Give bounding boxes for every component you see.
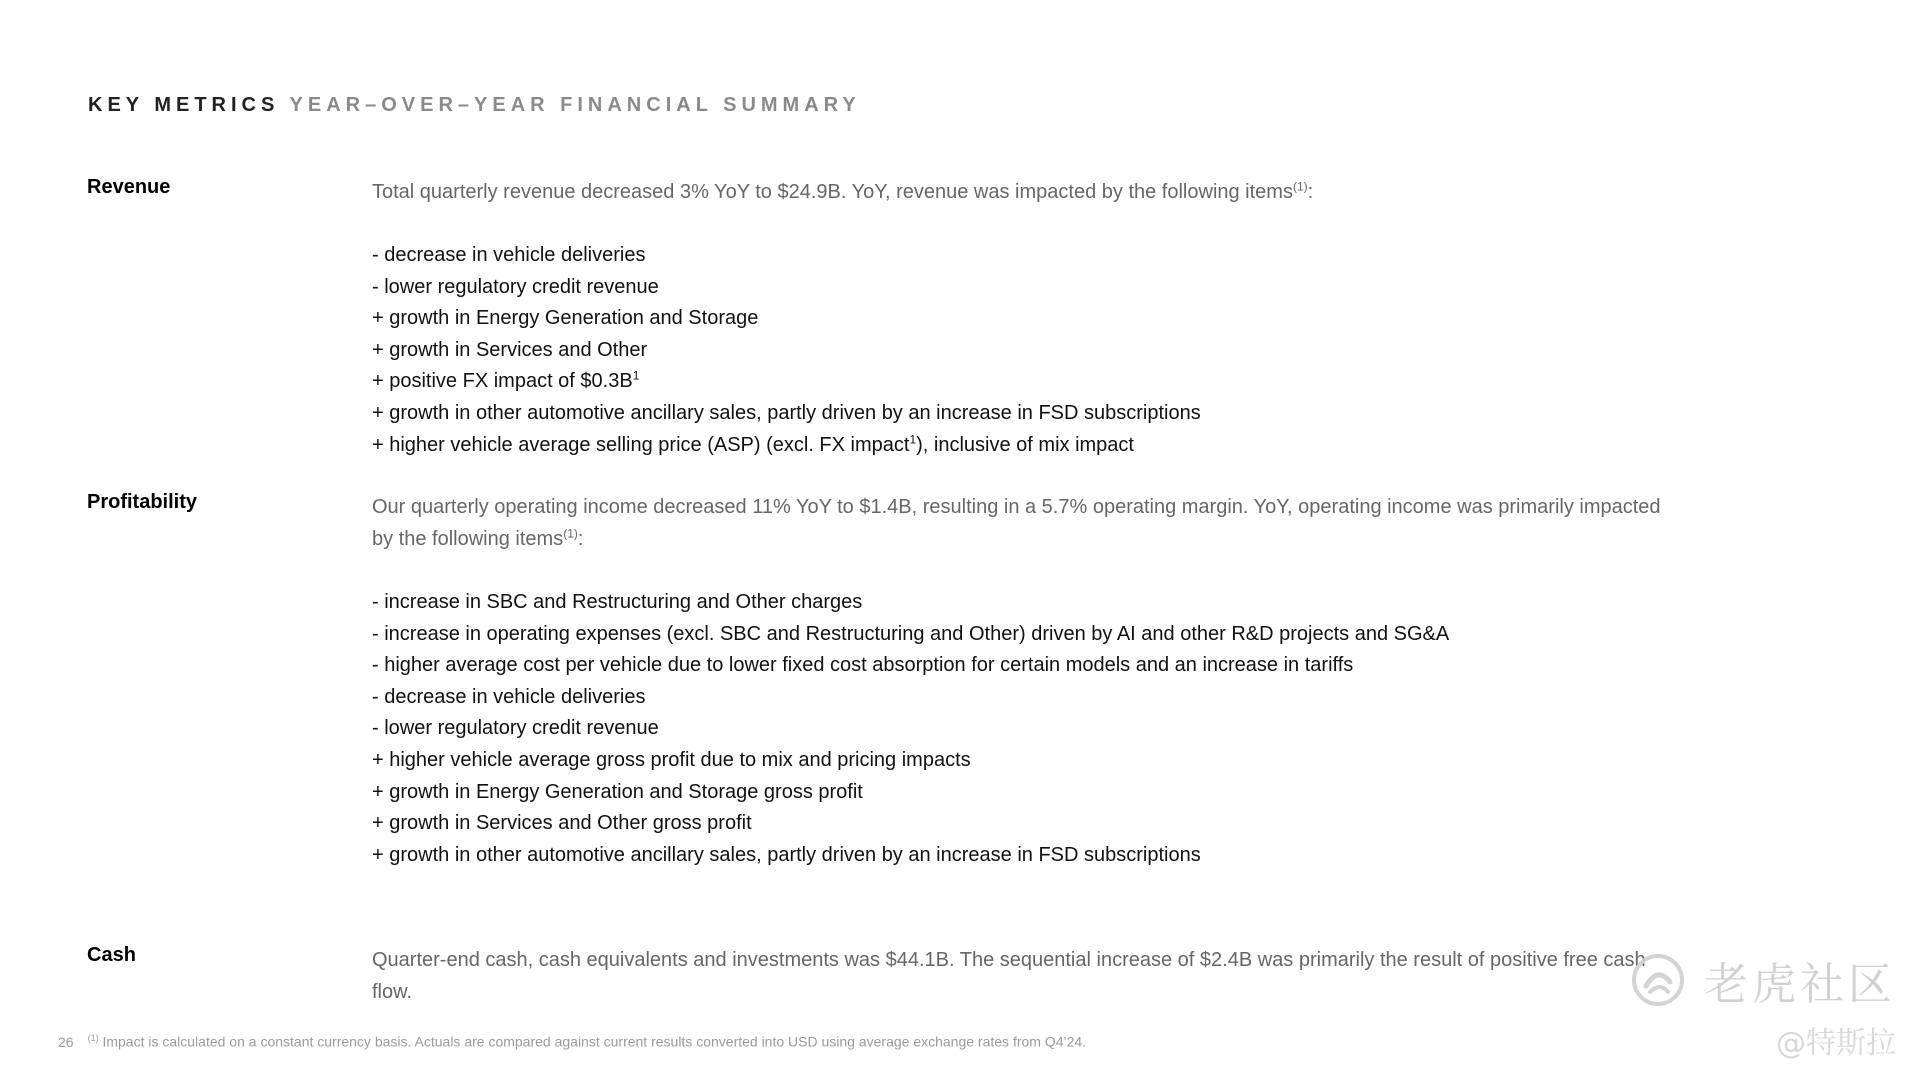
profitability-label: Profitability — [87, 491, 198, 513]
list-item: + higher vehicle average gross profit due to mix and pricing impacts — [372, 748, 971, 771]
watermark-handle: @特斯拉 — [1776, 1026, 1896, 1061]
footer — [58, 1033, 1086, 1050]
cash-label: Cash — [87, 944, 136, 966]
list-item: + growth in Energy Generation and Storage — [372, 307, 759, 330]
list-item: + growth in other automotive ancillary sales, partly driven by an increase in FSD subscriptions — [372, 843, 1201, 866]
list-item: + growth in other automotive ancillary sales, partly driven by an increase in FSD subscriptions — [372, 401, 1201, 424]
list-item: - increase in SBC and Restructuring and Other charges — [372, 591, 863, 613]
revenue-intro: Total quarterly revenue decreased 3% YoY to $24.9B. YoY, revenue was impacted by the following items$^{(1)}$: — [372, 179, 1314, 203]
cash-content — [372, 944, 1682, 1008]
profitability-items — [372, 587, 1682, 871]
footnote-marker: 1 — [632, 368, 640, 383]
list-item: + growth in Services and Other gross profit — [372, 812, 752, 835]
watermark — [1630, 948, 1896, 1062]
list-item: - higher average cost per vehicle due to lower fixed cost absorption for certain models and an increase in tariffs — [372, 654, 1354, 677]
footnote-marker: (1) — [87, 1033, 99, 1043]
title-bold: KEY METRICS — [88, 94, 280, 116]
list-item: + positive FX impact of $\$0.3B^1$ — [372, 368, 640, 393]
page-number: 26 — [58, 1033, 74, 1050]
revenue-label: Revenue — [87, 176, 171, 198]
title-rest: YEAR–OVER–YEAR FINANCIAL SUMMARY — [289, 94, 861, 116]
tiger-logo-icon — [1630, 952, 1686, 1008]
list-item: - decrease in vehicle deliveries — [372, 244, 646, 266]
watermark-brand: 老虎社区 — [1704, 959, 1896, 1010]
revenue-content — [372, 176, 1682, 461]
page-title — [88, 94, 861, 117]
list-item: + growth in Services and Other — [372, 338, 648, 361]
revenue-items — [372, 240, 1682, 461]
profitability-content — [372, 491, 1682, 871]
list-item: - decrease in vehicle deliveries — [372, 685, 646, 708]
profitability-intro: Our quarterly operating income decreased 11% YoY to $1.4B, resulting in a 5.7% operating margin. YoY, operating income was primarily impacted by the following items$^{(1)}$: — [372, 496, 1661, 550]
list-item: + growth in Energy Generation and Storage gross profit — [372, 780, 863, 803]
footnote-marker: 1 — [909, 431, 917, 446]
footnote-marker: (1) — [563, 526, 578, 541]
footnote-text: Impact is calculated on a constant currency basis. Actuals are compared against current results converted into USD using average exchange rates from Q4’24. — [102, 1033, 1087, 1050]
list-item: - lower regulatory credit revenue — [372, 717, 659, 740]
footnote-marker: (1) — [1292, 179, 1308, 194]
list-item: - lower regulatory credit revenue — [372, 275, 659, 298]
list-item: - increase in operating expenses (excl. SBC and Restructuring and Other) driven by AI and other R&D projects and SG&A — [372, 622, 1450, 645]
cash-intro: Quarter-end cash, cash equivalents and investments was $44.1B. The sequential increase of $2.4B was primarily the result of positive free cash flow. — [372, 949, 1646, 1003]
list-item: + higher vehicle average selling price (ASP) (excl. FX impact$^1$), inclusive of mix impact — [372, 431, 1134, 456]
